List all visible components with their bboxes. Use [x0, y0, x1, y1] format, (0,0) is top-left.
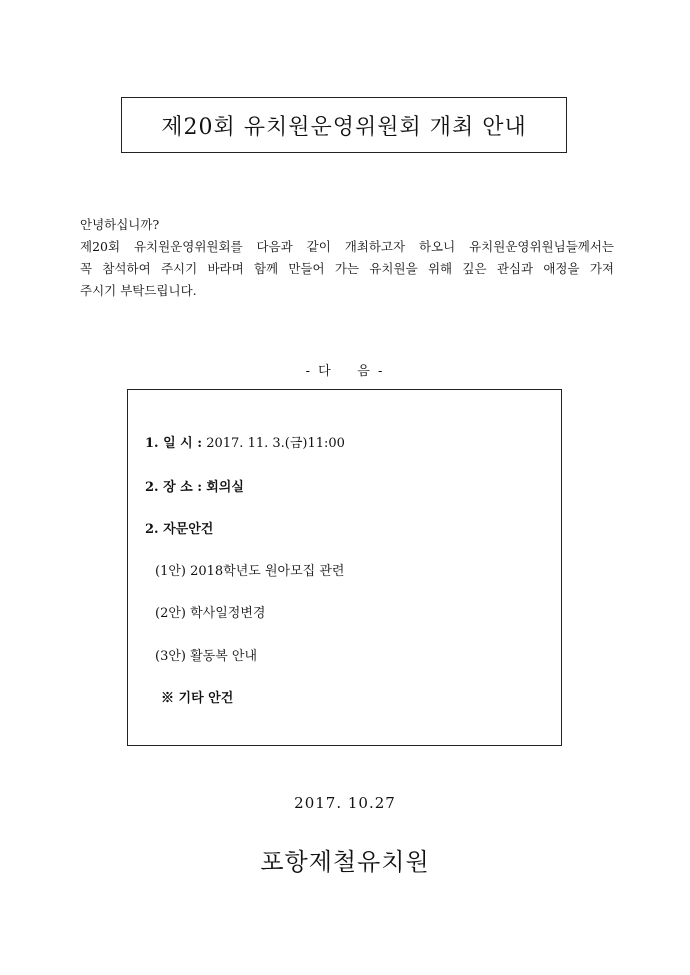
greeting-line: 안녕하십니까?	[80, 217, 160, 232]
agenda-item: (2안) 학사일정변경	[155, 606, 266, 621]
agenda-label: 2. 자문안건	[145, 522, 214, 537]
agenda-item: (3안) 활동복 안내	[155, 649, 258, 664]
organization-name: 포항제철유치원	[260, 848, 430, 876]
datetime-value: 2017. 11. 3.(금)11:00	[206, 436, 345, 451]
agenda-item: (1안) 2018학년도 원아모집 관련	[155, 564, 345, 579]
place-label: 2. 장 소 :	[145, 480, 203, 495]
document-date: 2017. 10.27	[294, 794, 396, 812]
datetime-label: 1. 일 시 :	[145, 436, 203, 451]
intro-line: 주시기 부탁드립니다.	[80, 283, 197, 298]
intro-line: 제20회 유치원운영위원회를 다음과 같이 개최하고자 하오니 유치원운영위원님들께서는	[80, 239, 614, 254]
place-row	[145, 476, 244, 495]
details-box	[127, 389, 562, 746]
other-agenda-label: ※ 기타 안건	[161, 691, 234, 706]
agenda-heading	[145, 518, 213, 537]
intro-line: 꼭 참석하여 주시기 바라며 함께 만들어 가는 유치원을 위해 깊은 관심과 애정을 가져	[80, 261, 614, 276]
section-subheading: - 다 음 -	[305, 364, 385, 379]
datetime-row	[145, 432, 345, 451]
place-value: 회의실	[206, 480, 244, 495]
intro-paragraph	[80, 214, 614, 302]
document-title: 제20회 유치원운영위원회 개최 안내	[121, 97, 567, 153]
other-agenda	[161, 687, 233, 706]
